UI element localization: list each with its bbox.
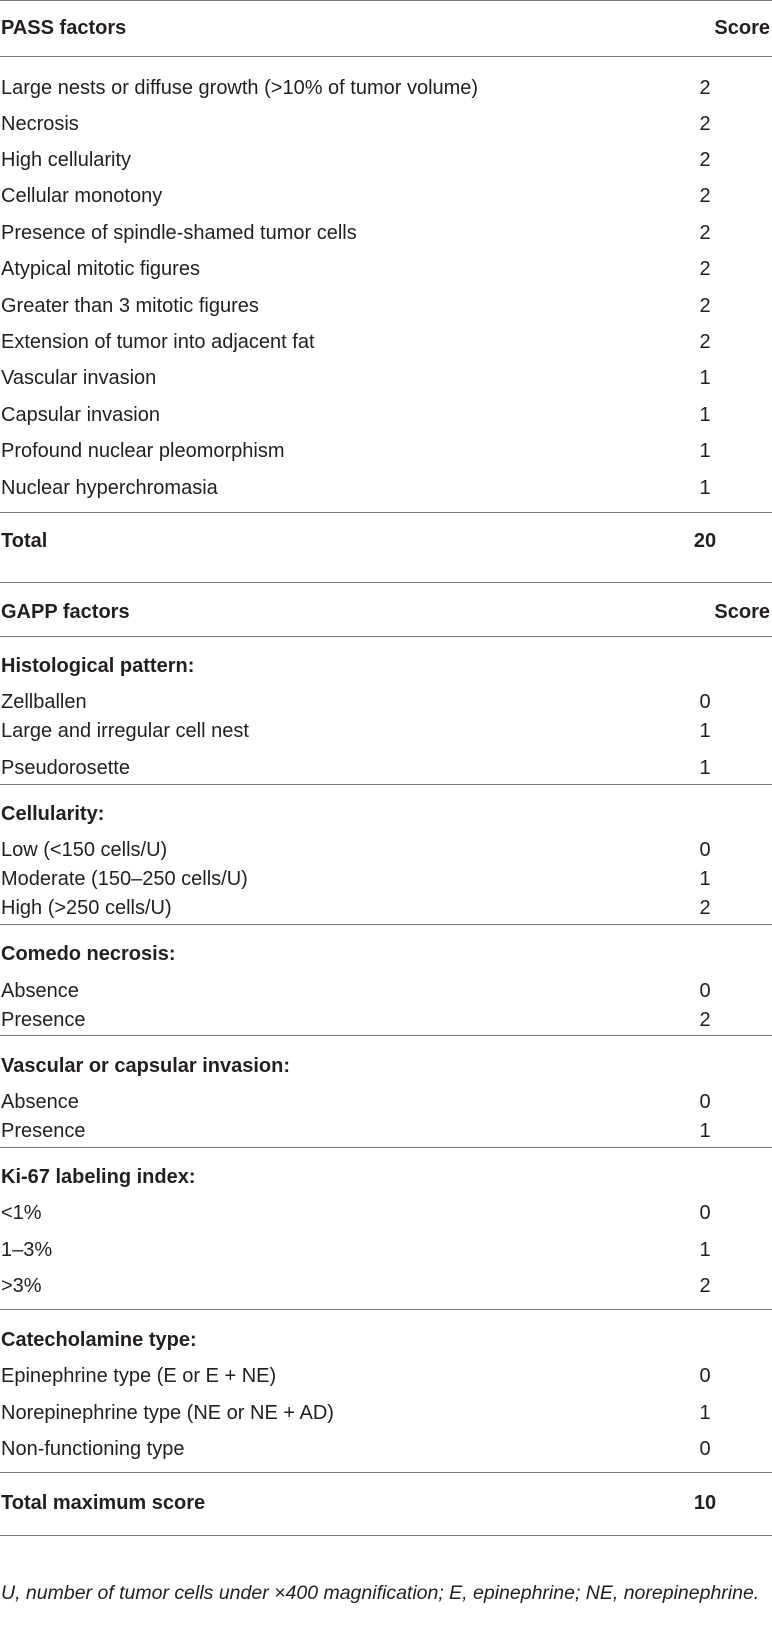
group-title-histological-pattern: Histological pattern:: [1, 655, 195, 677]
pass-row-label: Large nests or diffuse growth (>10% of tumor volume): [1, 77, 479, 99]
group-divider: [0, 1309, 772, 1310]
pass-row-label: Greater than 3 mitotic figures: [1, 295, 259, 317]
gapp-row-score: 1: [699, 757, 711, 779]
gapp-row: [0, 687, 772, 717]
gapp-row-label: Pseudorosette: [1, 757, 130, 779]
pass-row: [0, 400, 772, 430]
pass-row: [0, 73, 772, 103]
group-title-ki67-index: Ki-67 labeling index:: [1, 1166, 196, 1188]
gapp-row: [0, 716, 772, 746]
gapp-row-label: 1–3%: [1, 1239, 53, 1261]
gapp-header-factor: GAPP factors: [1, 601, 130, 623]
top-rule: [0, 0, 772, 1]
gapp-row-label: Absence: [1, 980, 79, 1002]
group-divider: [0, 1147, 772, 1148]
pass-row-label: Necrosis: [1, 113, 79, 135]
gapp-row: [0, 1434, 772, 1464]
gapp-row: [0, 1005, 772, 1035]
pass-header-factor: PASS factors: [1, 17, 127, 39]
bottom-rule: [0, 1535, 772, 1536]
gapp-group-title: [0, 799, 772, 829]
gapp-row-label: >3%: [1, 1275, 42, 1297]
gapp-row-score: 0: [699, 1438, 711, 1460]
gapp-row-score: 2: [699, 1275, 711, 1297]
gapp-row-label: Zellballen: [1, 691, 87, 713]
pass-row-label: Extension of tumor into adjacent fat: [1, 331, 315, 353]
gapp-row: [0, 1271, 772, 1301]
pass-row-score: 2: [699, 77, 711, 99]
gapp-total-row: [0, 1488, 772, 1518]
gapp-header-row: [0, 597, 772, 627]
gapp-total-rule: [0, 1472, 772, 1473]
gapp-row-label: Large and irregular cell nest: [1, 720, 249, 742]
pass-header-score: Score: [714, 17, 770, 39]
gapp-row-score: 0: [699, 1365, 711, 1387]
gapp-row: [0, 864, 772, 894]
pass-row: [0, 473, 772, 503]
pass-total-row: [0, 526, 772, 556]
pass-row-score: 2: [699, 331, 711, 353]
gapp-row-label: Moderate (150–250 cells/U): [1, 868, 248, 890]
pass-row: [0, 145, 772, 175]
gapp-row-score: 1: [699, 720, 711, 742]
gapp-row-label: Epinephrine type (E or E + NE): [1, 1365, 277, 1387]
gapp-row-label: Absence: [1, 1091, 79, 1113]
gapp-row: [0, 976, 772, 1006]
pass-row-score: 2: [699, 185, 711, 207]
pass-row-label: Cellular monotony: [1, 185, 163, 207]
pass-row-label: Capsular invasion: [1, 404, 160, 426]
pass-row-score: 2: [699, 222, 711, 244]
pass-row-score: 2: [699, 149, 711, 171]
gapp-row-score: 0: [699, 839, 711, 861]
group-title-comedo-necrosis: Comedo necrosis:: [1, 943, 176, 965]
gapp-row-score: 1: [699, 868, 711, 890]
gapp-row-label: Norepinephrine type (NE or NE + AD): [1, 1402, 334, 1424]
gapp-group-title: [0, 1325, 772, 1355]
gapp-group-title: [0, 939, 772, 969]
pass-row-label: Nuclear hyperchromasia: [1, 477, 218, 499]
gapp-row-label: Presence: [1, 1009, 86, 1031]
pass-row-label: Vascular invasion: [1, 367, 157, 389]
pass-row-score: 1: [699, 440, 711, 462]
gapp-row-score: 1: [699, 1239, 711, 1261]
gapp-group-title: [0, 1051, 772, 1081]
gapp-header-score: Score: [714, 601, 770, 623]
pass-row: [0, 254, 772, 284]
pass-header-rule: [0, 56, 772, 57]
pass-header-row: [0, 13, 772, 43]
pass-row-score: 1: [699, 367, 711, 389]
table-footnote: U, number of tumor cells under ×400 magnification; E, epinephrine; NE, norepinephrine.: [1, 1582, 760, 1604]
gapp-row-label: High (>250 cells/U): [1, 897, 172, 919]
pass-row: [0, 181, 772, 211]
group-title-cellularity: Cellularity:: [1, 803, 105, 825]
pass-row-score: 1: [699, 477, 711, 499]
pass-total-label: Total: [1, 530, 48, 552]
group-divider: [0, 1035, 772, 1036]
gapp-row-label: Low (<150 cells/U): [1, 839, 168, 861]
pass-row-label: High cellularity: [1, 149, 132, 171]
gapp-row-score: 1: [699, 1402, 711, 1424]
gapp-row-label: Non-functioning type: [1, 1438, 185, 1460]
gapp-row: [0, 835, 772, 865]
pass-row-label: Atypical mitotic figures: [1, 258, 200, 280]
pass-row-score: 2: [699, 113, 711, 135]
gapp-row: [0, 1198, 772, 1228]
gapp-row-score: 0: [699, 691, 711, 713]
gapp-top-rule: [0, 582, 772, 583]
gapp-group-title: [0, 651, 772, 681]
gapp-row-label: <1%: [1, 1202, 42, 1224]
pass-row: [0, 218, 772, 248]
pass-row: [0, 109, 772, 139]
pass-row-score: 1: [699, 404, 711, 426]
group-divider: [0, 784, 772, 785]
pass-row: [0, 436, 772, 466]
gapp-row: [0, 1116, 772, 1146]
gapp-row-score: 2: [699, 897, 711, 919]
pass-row: [0, 363, 772, 393]
group-title-vascular-capsular-invasion: Vascular or capsular invasion:: [1, 1055, 291, 1077]
gapp-row-score: 0: [699, 980, 711, 1002]
group-title-catecholamine-type: Catecholamine type:: [1, 1329, 197, 1351]
pass-total-score: 20: [693, 530, 717, 552]
group-divider: [0, 924, 772, 925]
gapp-group-title: [0, 1162, 772, 1192]
gapp-row: [0, 893, 772, 923]
gapp-row: [0, 1361, 772, 1391]
pass-row-score: 2: [699, 295, 711, 317]
gapp-row-label: Presence: [1, 1120, 86, 1142]
gapp-row-score: 1: [699, 1120, 711, 1142]
gapp-row: [0, 753, 772, 783]
pass-total-rule: [0, 512, 772, 513]
pass-row-label: Profound nuclear pleomorphism: [1, 440, 285, 462]
gapp-row: [0, 1235, 772, 1265]
gapp-total-score: 10: [693, 1492, 717, 1514]
gapp-row-score: 2: [699, 1009, 711, 1031]
pass-row: [0, 291, 772, 321]
gapp-total-label: Total maximum score: [1, 1492, 206, 1514]
gapp-row: [0, 1398, 772, 1428]
gapp-row: [0, 1087, 772, 1117]
gapp-row-score: 0: [699, 1202, 711, 1224]
gapp-row-score: 0: [699, 1091, 711, 1113]
pass-row: [0, 327, 772, 357]
gapp-header-rule: [0, 636, 772, 637]
pass-row-label: Presence of spindle-shamed tumor cells: [1, 222, 357, 244]
pass-row-score: 2: [699, 258, 711, 280]
